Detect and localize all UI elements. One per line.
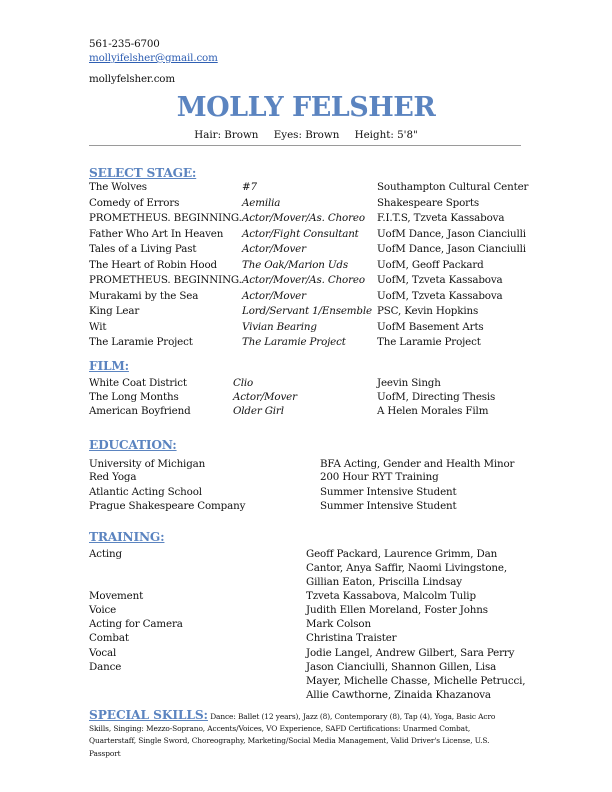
stage-credit-role: The Laramie Project [242, 336, 346, 348]
film-credit-venue: A Helen Morales Film [377, 405, 489, 417]
special-skills [89, 709, 519, 760]
stage-credit-role: Vivian Bearing [242, 320, 317, 333]
film-credit-role: Clio [233, 377, 254, 389]
stage-credit-role: #7 [242, 181, 257, 193]
page-title: MOLLY FELSHER [176, 92, 436, 123]
training-skill: Acting for Camera [89, 618, 183, 630]
stage-credit-title: Wit [89, 320, 107, 333]
stage-credit-venue: UofM Basement Arts [377, 320, 484, 333]
education-program: Summer Intensive Student [320, 486, 457, 498]
stat-height: Height: 5'8" [354, 129, 418, 141]
stage-credit-venue: F.I.T.S, Tzveta Kassabova [377, 212, 505, 224]
education-program: BFA Acting, Gender and Health Minor [320, 458, 515, 470]
stage-credit-role: Actor/Mover/As. Choreo [242, 212, 365, 224]
stage-credit-title: PROMETHEUS. BEGINNING. [89, 274, 242, 286]
training-skill: Dance [89, 661, 122, 673]
education-program: 200 Hour RYT Training [320, 471, 439, 483]
education-school: Red Yoga [89, 471, 137, 483]
film-credit-title: American Boyfriend [89, 405, 191, 417]
stage-credit-title: The Wolves [89, 181, 147, 193]
film-credit-venue: UofM, Directing Thesis [377, 391, 496, 403]
contact-phone: 561-235-6700 [89, 38, 160, 50]
stage-credit-role: Actor/Fight Consultant [242, 227, 359, 240]
stat-hair: Hair: Brown [194, 129, 259, 141]
training-teachers: Judith Ellen Moreland, Foster Johns [306, 604, 488, 616]
stage-credit-venue: The Laramie Project [377, 336, 481, 348]
stage-credit-role: Actor/Mover [242, 289, 306, 302]
training-teachers: Christina Traister [306, 632, 397, 644]
training-teachers: Tzveta Kassabova, Malcolm Tulip [306, 590, 476, 602]
stage-credit-title: The Laramie Project [89, 336, 193, 348]
stage-credit-role: Lord/Servant 1/Ensemble [242, 305, 372, 317]
stage-credit-role: Aemilia [242, 196, 281, 209]
training-skill: Voice [89, 604, 117, 616]
education-heading: EDUCATION: [89, 438, 177, 452]
film-credit-title: White Coat District [89, 377, 187, 389]
training-skill: Acting [89, 548, 122, 560]
training-teachers: Mayer, Michelle Chasse, Michelle Petrucci, [306, 675, 526, 687]
film-credit-role: Older Girl [233, 405, 284, 417]
stage-credit-role: The Oak/Marion Uds [242, 258, 349, 271]
physical-stats [0, 129, 612, 141]
stage-credit-venue: UofM, Tzveta Kassabova [377, 274, 503, 286]
header-divider [89, 145, 521, 146]
stage-credit-venue: UofM Dance, Jason Cianciulli [377, 243, 526, 255]
stage-credit-venue: UofM Dance, Jason Cianciulli [377, 227, 526, 240]
film-credit-title: The Long Months [89, 391, 179, 403]
skills-heading: SPECIAL SKILLS: [89, 708, 208, 722]
stage-credit-title: Murakami by the Sea [89, 289, 199, 302]
contact-website: mollyfelsher.com [89, 73, 175, 85]
training-teachers: Jason Cianciulli, Shannon Gillen, Lisa [306, 661, 497, 673]
film-heading: FILM: [89, 359, 129, 373]
stage-credit-venue: UofM, Tzveta Kassabova [377, 289, 503, 302]
skills-text: Dance: Ballet (12 years), Jazz (8), Contemporary (8), Tap (4), Yoga, Basic Acro Skills, Singing: Mezzo-Soprano, Accents/Voices, VO Experience, SAFD Certifications: Unarmed Combat, Quarterstaff, Single Sword, Choreography, Marketing/Social Media Management, Valid Driver's License, U.S. Passport [89, 712, 496, 758]
training-teachers: Gillian Eaton, Priscilla Lindsay [306, 576, 462, 588]
stage-credit-title: Father Who Art In Heaven [89, 227, 224, 240]
education-program: Summer Intensive Student [320, 500, 457, 512]
stage-credit-venue: UofM, Geoff Packard [377, 258, 484, 271]
stage-credit-venue: PSC, Kevin Hopkins [377, 305, 479, 317]
contact-email-link[interactable]: mollyifelsher@gmail.com [89, 52, 218, 64]
stage-credit-title: PROMETHEUS. BEGINNING. [89, 212, 242, 224]
stat-eyes: Eyes: Brown [273, 129, 340, 141]
stage-credit-title: King Lear [89, 305, 140, 317]
training-teachers: Mark Colson [306, 618, 371, 630]
stage-heading: SELECT STAGE: [89, 166, 197, 180]
training-heading: TRAINING: [89, 530, 165, 544]
film-credit-role: Actor/Mover [233, 391, 297, 403]
training-skill: Movement [89, 590, 144, 602]
stage-credit-title: The Heart of Robin Hood [89, 258, 217, 271]
training-skill: Combat [89, 632, 129, 644]
stage-credit-title: Comedy of Errors [89, 196, 180, 209]
education-school: University of Michigan [89, 458, 206, 470]
stage-credit-venue: Shakespeare Sports [377, 196, 480, 209]
film-credit-venue: Jeevin Singh [377, 377, 441, 389]
stage-credit-role: Actor/Mover [242, 243, 306, 255]
education-school: Prague Shakespeare Company [89, 500, 246, 512]
stage-credit-role: Actor/Mover/As. Choreo [242, 274, 365, 286]
training-teachers: Jodie Langel, Andrew Gilbert, Sara Perry [306, 647, 515, 659]
education-school: Atlantic Acting School [89, 486, 202, 498]
training-skill: Vocal [89, 647, 117, 659]
training-teachers: Allie Cawthorne, Zinaida Khazanova [306, 689, 491, 701]
stage-credit-venue: Southampton Cultural Center [377, 181, 529, 193]
stage-credit-title: Tales of a Living Past [89, 243, 197, 255]
training-teachers: Geoff Packard, Laurence Grimm, Dan [306, 548, 498, 560]
training-teachers: Cantor, Anya Saffir, Naomi Livingstone, [306, 562, 507, 574]
